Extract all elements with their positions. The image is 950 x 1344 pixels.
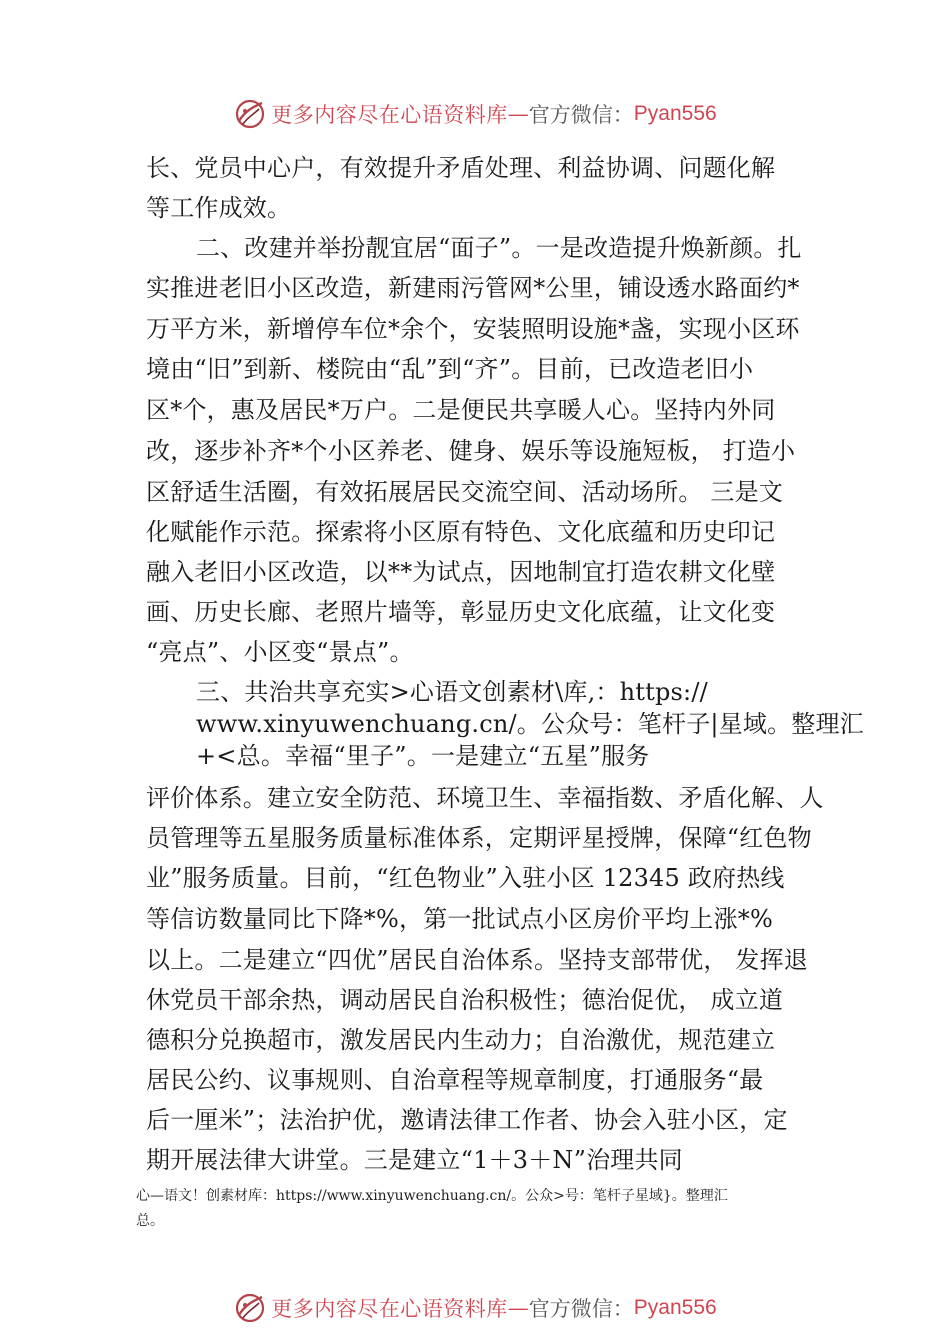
banner-wechat-label: 官方微信：: [528, 103, 634, 127]
footer-banner: [0, 1288, 950, 1328]
body-line: 等工作成效。: [146, 194, 292, 222]
body-line: 万平方米，新增停车位*余个，安装照明设施*盏，实现小区环: [146, 315, 800, 343]
banner-wechat-id: Pyan556: [633, 102, 717, 125]
body-line: 以上。二是建立“四优”居民自治体系。坚持支部带优， 发挥退: [146, 946, 808, 974]
banner-title: 更多内容尽在心语资料库: [271, 103, 508, 127]
banner-dash: —: [507, 1296, 529, 1320]
body-line: 三、共治共享充实>心语文创素材\库,：https://: [196, 678, 708, 706]
footnote-line: 心—语文！创素材库：https://www.xinyuwenchuang.cn/。公众>号：笔杆子星域}。整理汇: [136, 1188, 728, 1204]
body-line: 画、历史长廊、老照片墙等，彰显历史文化底蕴，让文化变: [146, 598, 776, 626]
body-line: 等信访数量同比下降*%，第一批试点小区房价平均上涨*%: [146, 905, 774, 933]
banner-title: 更多内容尽在心语资料库: [271, 1297, 508, 1321]
body-line: 实推进老旧小区改造，新建雨污管网*公里，铺设透水路面约*: [146, 274, 800, 302]
body-line: 二、改建并举扮靓宜居“面子”。一是改造提升焕新颜。扎: [196, 234, 802, 262]
body-line: 改，逐步补齐*个小区养老、健身、娱乐等设施短板， 打造小: [146, 437, 796, 465]
body-line: 业”服务质量。目前，“红色物业”入驻小区 12345 政府热线: [146, 864, 785, 892]
body-line: 融入老旧小区改造，以**为试点，因地制宜打造农耕文化壁: [146, 558, 776, 586]
body-line: 期开展法律大讲堂。三是建立“1＋3＋N”治理共同: [146, 1146, 683, 1174]
header-banner: [0, 94, 950, 134]
body-line: 后一厘米”；法治护优，邀请法律工作者、协会入驻小区，定: [146, 1106, 788, 1134]
pen-swirl-logo-icon: [233, 97, 267, 131]
body-line: 区舒适生活圈，有效拓展居民交流空间、活动场所。 三是文: [146, 478, 784, 506]
body-line: “亮点”、小区变“景点”。: [146, 638, 414, 666]
body-line: 休党员干部余热，调动居民自治积极性；德治促优， 成立道: [146, 986, 784, 1014]
pen-swirl-logo-icon: [233, 1291, 267, 1325]
body-line: 区*个，惠及居民*万户。二是便民共享暖人心。坚持内外同: [146, 396, 776, 424]
banner-dash: —: [507, 102, 529, 126]
body-line: www.xinyuwenchuang.cn/。公众号：笔杆子|星域。整理汇: [196, 710, 864, 738]
banner-wechat-label: 官方微信：: [528, 1297, 634, 1321]
body-line: 评价体系。建立安全防范、环境卫生、幸福指数、矛盾化解、人: [146, 784, 824, 812]
body-line: 长、党员中心户，有效提升矛盾处理、利益协调、问题化解: [146, 154, 776, 182]
body-line: +<总。幸福“里子”。一是建立“五星”服务: [196, 742, 650, 770]
body-line: 居民公约、议事规则、自治章程等规章制度，打通服务“最: [146, 1066, 764, 1094]
body-line: 德积分兑换超市，激发居民内生动力；自治激优，规范建立: [146, 1026, 776, 1054]
banner-wechat-id: Pyan556: [633, 1296, 717, 1319]
footnote-line: 总。: [136, 1213, 164, 1229]
body-line: 化赋能作示范。探索将小区原有特色、文化底蕴和历史印记: [146, 518, 776, 546]
body-line: 境由“旧”到新、楼院由“乱”到“齐”。目前，已改造老旧小: [146, 355, 754, 383]
body-line: 员管理等五星服务质量标准体系，定期评星授牌，保障“红色物: [146, 824, 812, 852]
